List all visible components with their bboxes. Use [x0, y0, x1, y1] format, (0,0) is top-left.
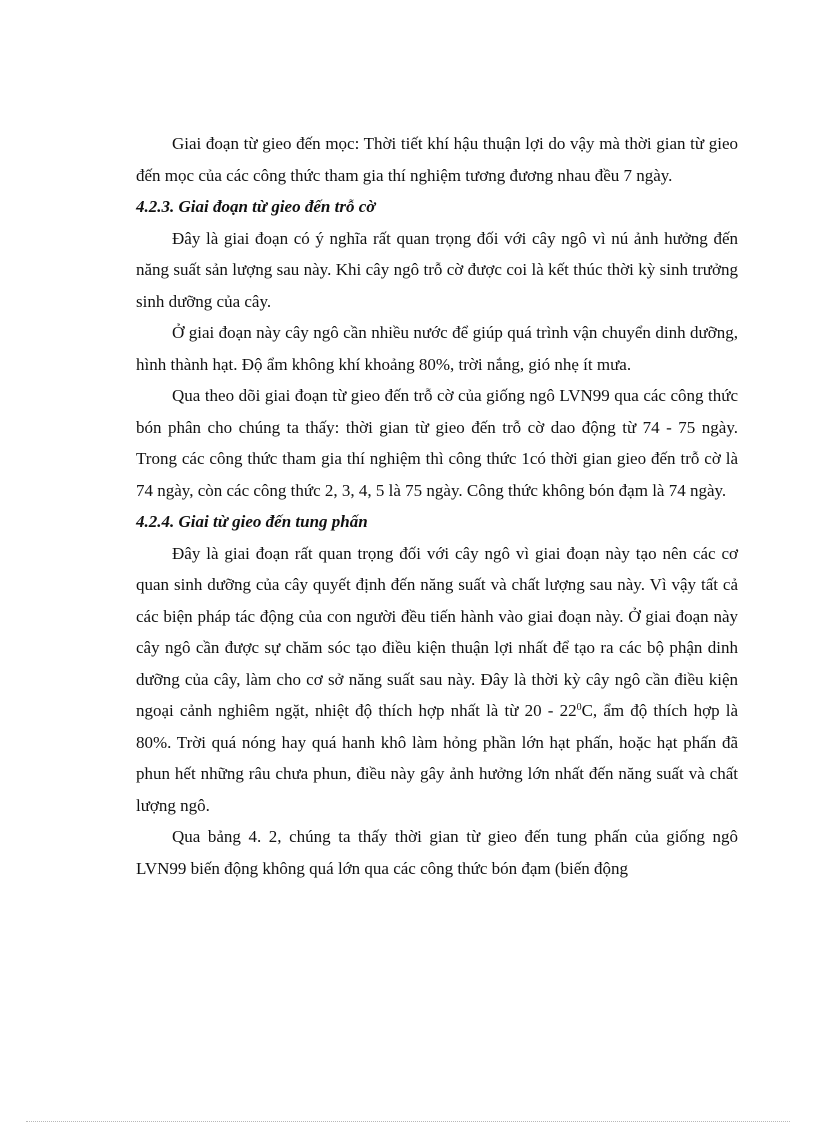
section-heading-4-2-3: 4.2.3. Giai đoạn từ gieo đến trỗ cờ: [136, 197, 376, 216]
paragraph-pollen-text-a: Đây là giai đoạn rất quan trọng đối với cây ngô vì giai đoạn này tạo nên các cơ quan sinh dưỡng của cây quyết định đến năng suất và chất lượng sau này. Vì vậy tất cả các biện pháp tác động của con người đều tiến hành vào giai đoạn này. Ở giai đoạn này cây ngô cần được sự chăm sóc tạo điều kiện thuận lợi nhất để tạo ra các bộ phận dinh dưỡng của cây, làm cho cơ sở năng suất sau này. Đây là thời kỳ cây ngô cần điều kiện ngoại cảnh nghiêm ngặt, nhiệt độ thích hợp nhất là từ 20 - 22: [136, 543, 738, 720]
paragraph-tasseling-conditions: Ở giai đoạn này cây ngô cần nhiều nước để giúp quá trình vận chuyển dinh dưỡng, hình thành hạt. Độ ẩm không khí khoảng 80%, trời nắng, gió nhẹ ít mưa.: [136, 323, 738, 374]
paragraph-pollen-text-b: C, ẩm độ thích hợp là 80%. Trời quá nóng hay quá hanh khô làm hỏng phần lớn hạt phấn, hoặc hạt phấn đã phun hết những râu chưa phun, điều này gây ảnh hưởng lớn nhất đến năng suất và chất lượng ngô.: [136, 701, 738, 815]
paragraph-tasseling-importance: Đây là giai đoạn có ý nghĩa rất quan trọng đối với cây ngô vì nú ảnh hưởng đến năng suất sản lượng sau này. Khi cây ngô trỗ cờ được coi là kết thúc thời kỳ sinh trưởng sinh dưỡng của cây.: [136, 228, 738, 311]
paragraph-pollen-shedding: [136, 538, 738, 822]
degree-superscript: 0: [576, 702, 582, 713]
page-bottom-border: [26, 1121, 790, 1122]
paragraph-germination: Giai đoạn từ gieo đến mọc: Thời tiết khí hậu thuận lợi do vậy mà thời gian từ gieo đến mọc của các công thức tham gia thí nghiệm tương đương nhau đều 7 ngày.: [136, 134, 738, 185]
paragraph-table-4-2: Qua bảng 4. 2, chúng ta thấy thời gian từ gieo đến tung phấn của giống ngô LVN99 biến động không quá lớn qua các công thức bón đạm (biến động: [136, 827, 738, 878]
paragraph-tasseling-results: Qua theo dõi giai đoạn từ gieo đến trỗ cờ của giống ngô LVN99 qua các công thức bón phân cho chúng ta thấy: thời gian từ gieo đến trỗ cờ dao động từ 74 - 75 ngày. Trong các công thức tham gia thí nghiệm thì công thức 1có thời gian gieo đến trỗ cờ là 74 ngày, còn các công thức 2, 3, 4, 5 là 75 ngày. Công thức không bón đạm là 74 ngày.: [136, 386, 738, 500]
document-page: [136, 128, 738, 884]
section-heading-4-2-4: 4.2.4. Giai từ gieo đến tung phấn: [136, 512, 368, 531]
